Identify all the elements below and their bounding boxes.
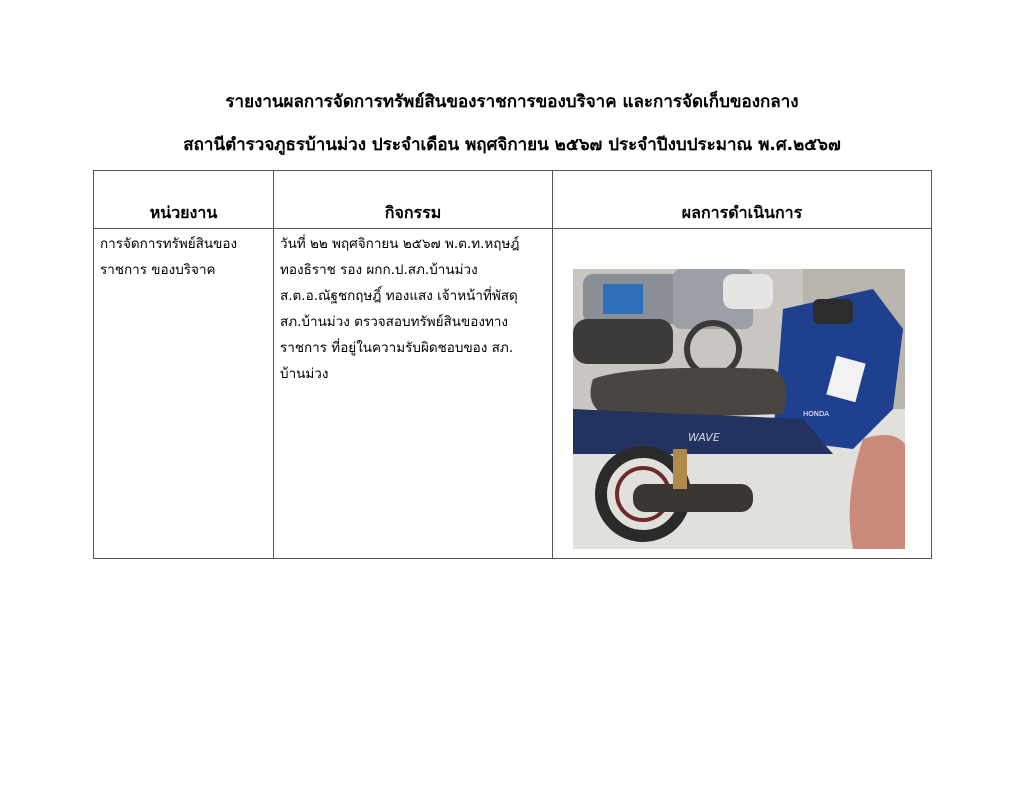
motorcycle-photo <box>573 269 905 549</box>
cell-activity <box>274 229 553 559</box>
model-label: WAVE <box>688 431 720 444</box>
motorcycle-illustration <box>573 269 905 549</box>
activity-line: ราชการ ที่อยู่ในความรับผิดชอบของ สภ. <box>280 340 514 356</box>
header-result: ผลการดำเนินการ <box>553 171 932 229</box>
activity-line: บ้านม่วง <box>280 366 329 382</box>
activity-line: สภ.บ้านม่วง ตรวจสอบทรัพย์สินของทาง <box>280 314 509 330</box>
report-table <box>93 170 932 559</box>
report-title-line2: สถานีตำรวจภูธรบ้านม่วง ประจำเดือน พฤศจิกายน ๒๕๖๗ ประจำปีงบประมาณ พ.ศ.๒๕๖๗ <box>183 135 841 155</box>
activity-line: ทองธิราช รอง ผกก.ป.สภ.บ้านม่วง <box>280 262 478 278</box>
brand-label: HONDA <box>803 410 830 418</box>
report-title-line1: รายงานผลการจัดการทรัพย์สินของราชการของบริจาค และการจัดเก็บของกลาง <box>225 92 799 112</box>
activity-line: ส.ต.อ.ณัฐชกฤษฎิ์ ทองแสง เจ้าหน้าที่พัสดุ <box>280 288 518 304</box>
header-activity: กิจกรรม <box>274 171 553 229</box>
cell-result <box>553 229 932 559</box>
activity-line: วันที่ ๒๒ พฤศจิกายน ๒๕๖๗ พ.ต.ท.หฤษฎ์ <box>280 236 520 252</box>
unit-line: ราชการ ของบริจาค <box>100 262 216 278</box>
header-unit: หน่วยงาน <box>94 171 274 229</box>
cell-unit <box>94 229 274 559</box>
table-header-row <box>94 171 932 229</box>
table-row <box>94 229 932 559</box>
unit-line: การจัดการทรัพย์สินของ <box>100 236 238 252</box>
